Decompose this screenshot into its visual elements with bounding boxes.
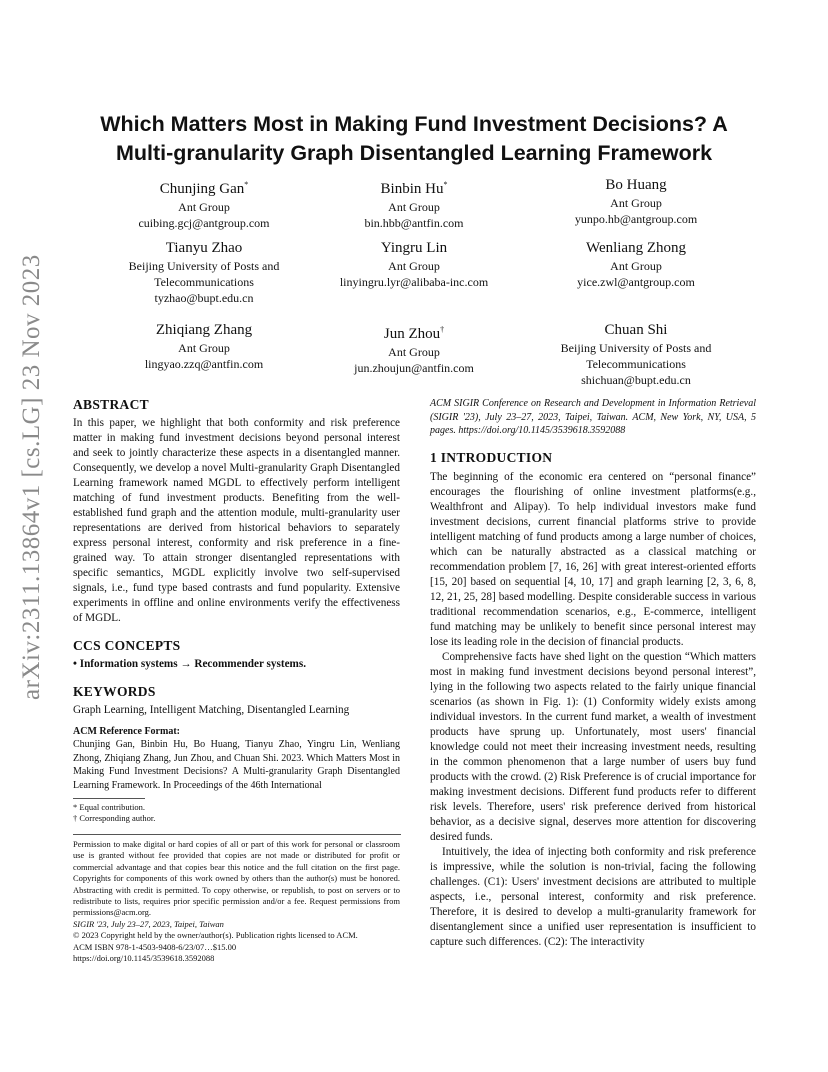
author-affiliation: Ant Group [388,345,440,359]
isbn-line: ACM ISBN 978-1-4503-9408-6/23/07…$15.00 [73,941,237,952]
author-block [516,321,756,388]
author-email: tyzhao@bupt.edu.cn [154,291,254,305]
title-line-2: Multi-granularity Graph Disentangled Learning Framework [115,141,713,165]
right-column [430,397,756,950]
author-affiliation: Ant Group [178,200,230,214]
author-block [84,176,324,231]
author-email: jun.zhoujun@antfin.com [354,361,474,375]
acm-ref-text: Chunjing Gan, Binbin Hu, Bo Huang, Tianyu Zhao, Yingru Lin, Wenliang Zhong, Zhiqiang Zhang, Jun Zhou, and Chuan Shi. 2023. Which Matters Most in Making Fund Investment Decisions? A Multi-granularity Graph Disentangled Learning Framework. In Proceedings of the 46th International [73,739,400,791]
author-affiliation: Beijing University of Posts and [560,341,712,355]
keywords-text: Graph Learning, Intelligent Matching, Disentangled Learning [73,704,350,716]
author-name: Chuan Shi [604,322,668,338]
author-email: lingyao.zzq@antfin.com [144,357,264,371]
author-block [84,321,324,372]
author-block [516,239,756,290]
author-affiliation: Telecommunications [586,357,686,371]
permission-notice: Permission to make digital or hard copies of all or part of this work for personal or classroom use is granted without fee provided that copies are not made or distributed for profit or commercial advantage and that copies bear this notice and the full citation on the first page. Copyrights for components of this work owned by others than the author(s) must be honored. Abstracting with credit is permitted. To copy otherwise, or republish, to post on servers or to redistribute to lists, requires prior specific permission and/or a fee. Request permissions from permissions@acm.org. [73,839,400,918]
permission-rule [73,834,401,835]
paper-title [60,110,768,168]
author-block [294,321,534,376]
author-block [294,239,534,290]
author-affiliation: Ant Group [610,259,662,273]
abstract-heading: ABSTRACT [73,397,149,412]
footnote-rule [73,798,145,799]
author-block [294,176,534,231]
author-name: Yingru Lin [380,240,448,256]
doi-line: https://doi.org/10.1145/3539618.3592088 [73,953,215,964]
author-affiliation: Ant Group [388,200,440,214]
abstract-text: In this paper, we highlight that both conformity and risk preference matter in making fund investment decisions beyond personal interest and seek to jointly characterize these aspects in a disentangled manner. Consequently, we develop a novel Multi-granularity Graph Disentangled Learning framework named MGDL to effectively perform intelligent matching of fund investment products. Benefiting from the well-established fund graph and the attention module, multi-granularity user representations are derived from historical behaviors to separately express personal interest, conformity and risk preference in a fine-grained way. To attain stronger disentangled representations with specific semantics, MGDL explicitly involve two self-supervised signals, i.e., fund type based contrasts and fund popularity. Extensive experiments in offline and online environments verify the effectiveness of MGDL. [73,417,400,624]
author-email: yunpo.hb@antgroup.com [574,212,698,226]
author-block [516,176,756,227]
arxiv-side-stamp: arXiv:2311.13864v1 [cs.LG] 23 Nov 2023 [18,254,45,700]
author-name: Jun Zhou† [383,325,445,342]
author-name: Zhiqiang Zhang [155,322,253,338]
acm-ref-heading: ACM Reference Format: [73,726,180,737]
footnote: † Corresponding author. [73,813,156,823]
author-email: cuibing.gcj@antgroup.com [138,216,270,230]
intro-heading: 1 INTRODUCTION [430,449,553,465]
author-name: Bo Huang [605,177,667,193]
left-column [73,397,400,964]
author-email: yice.zwl@antgroup.com [577,275,695,289]
author-affiliation: Telecommunications [154,275,254,289]
intro-paragraph-3: Intuitively, the idea of injecting both conformity and risk preference is impressive, while the solution is non-trivial, facing the following challenges. (C1): Users' investment decisions are attributed to multiple aspects, i.e., personal interest, conformity and risk preference. Therefore, it is desired to develop a multi-granularity framework for disentanglement since a unified user representation is insufficient to capture such differences. (C2): The interactivity [430,845,756,948]
author-affiliation: Ant Group [388,259,440,273]
venue-line: SIGIR '23, July 23–27, 2023, Taipei, Taiwan [73,918,224,929]
author-affiliation: Beijing University of Posts and [128,259,280,273]
copyright-line: © 2023 Copyright held by the owner/author(s). Publication rights licensed to ACM. [73,930,358,941]
author-email: linyingru.lyr@alibaba-inc.com [339,275,489,289]
footnote: * Equal contribution. [73,802,146,812]
author-affiliation: Ant Group [178,341,230,355]
intro-paragraph-2: Comprehensive facts have shed light on the question “Which matters most in making fund investment decisions beyond personal interest”, lying in the following two aspects related to the fairly unique financial scenarios (as shown in Fig. 1): (1) Conformity widely exists among individual investors. In the current fund market, a wealth of investment products have sprung up. Unfortunately, most users' financial knowledge could not meet their increasing investment needs, resulting in the common phenomenon that a large number of users buy fund products with the crowd. (2) Risk Preference is of crucial importance for making investment decisions. Different fund products refer to different risk levels. Therefore, users' risk preference derived from historical behavior, as a decisive signal, deserves more attention for discovering desired funds. [430,650,756,843]
author-email: bin.hbb@antfin.com [364,216,464,230]
acm-ref-continued: ACM SIGIR Conference on Research and Development in Information Retrieval (SIGIR '23), July 23–27, 2023, Taipei, Taiwan. ACM, New York, NY, USA, 5 pages. https://doi.org/10.1145/3539618.3592088 [430,398,756,436]
author-name: Chunjing Gan* [159,180,249,197]
keywords-heading: KEYWORDS [73,684,156,699]
author-email: shichuan@bupt.edu.cn [581,373,691,387]
author-name: Tianyu Zhao [165,240,243,256]
ccs-heading: CCS CONCEPTS [73,638,181,653]
title-line-1: Which Matters Most in Making Fund Investment Decisions? A [100,112,728,136]
author-affiliation: Ant Group [610,196,662,210]
intro-paragraph-1: The beginning of the economic era centered on “personal finance” encourages the flourishing of online investment platforms(e.g., Wealthfront and Alipay). To help individual investors make fund investment decisions, current financial platforms strive to provide intelligent matching of fund products among a large number of choices, which can be naturally abstracted as a classical matching or recommendation problem [7, 16, 26] with great interest-oriented efforts [15, 20] based on sequential [4, 10, 17] and graph learning [2, 3, 6, 8, 12, 21, 25, 28] based modelling. Despite considerable success in various traditional recommendation scenarios, e.g., E-commerce, intelligent fund matching may be unlikely to benefit since personal interest may lose its leading role in the decision of financial products. [430,470,756,648]
author-block [84,239,324,306]
ccs-text: • Information systems → Recommender systems. [73,658,307,670]
author-name: Binbin Hu* [380,180,448,197]
author-name: Wenliang Zhong [585,240,687,256]
